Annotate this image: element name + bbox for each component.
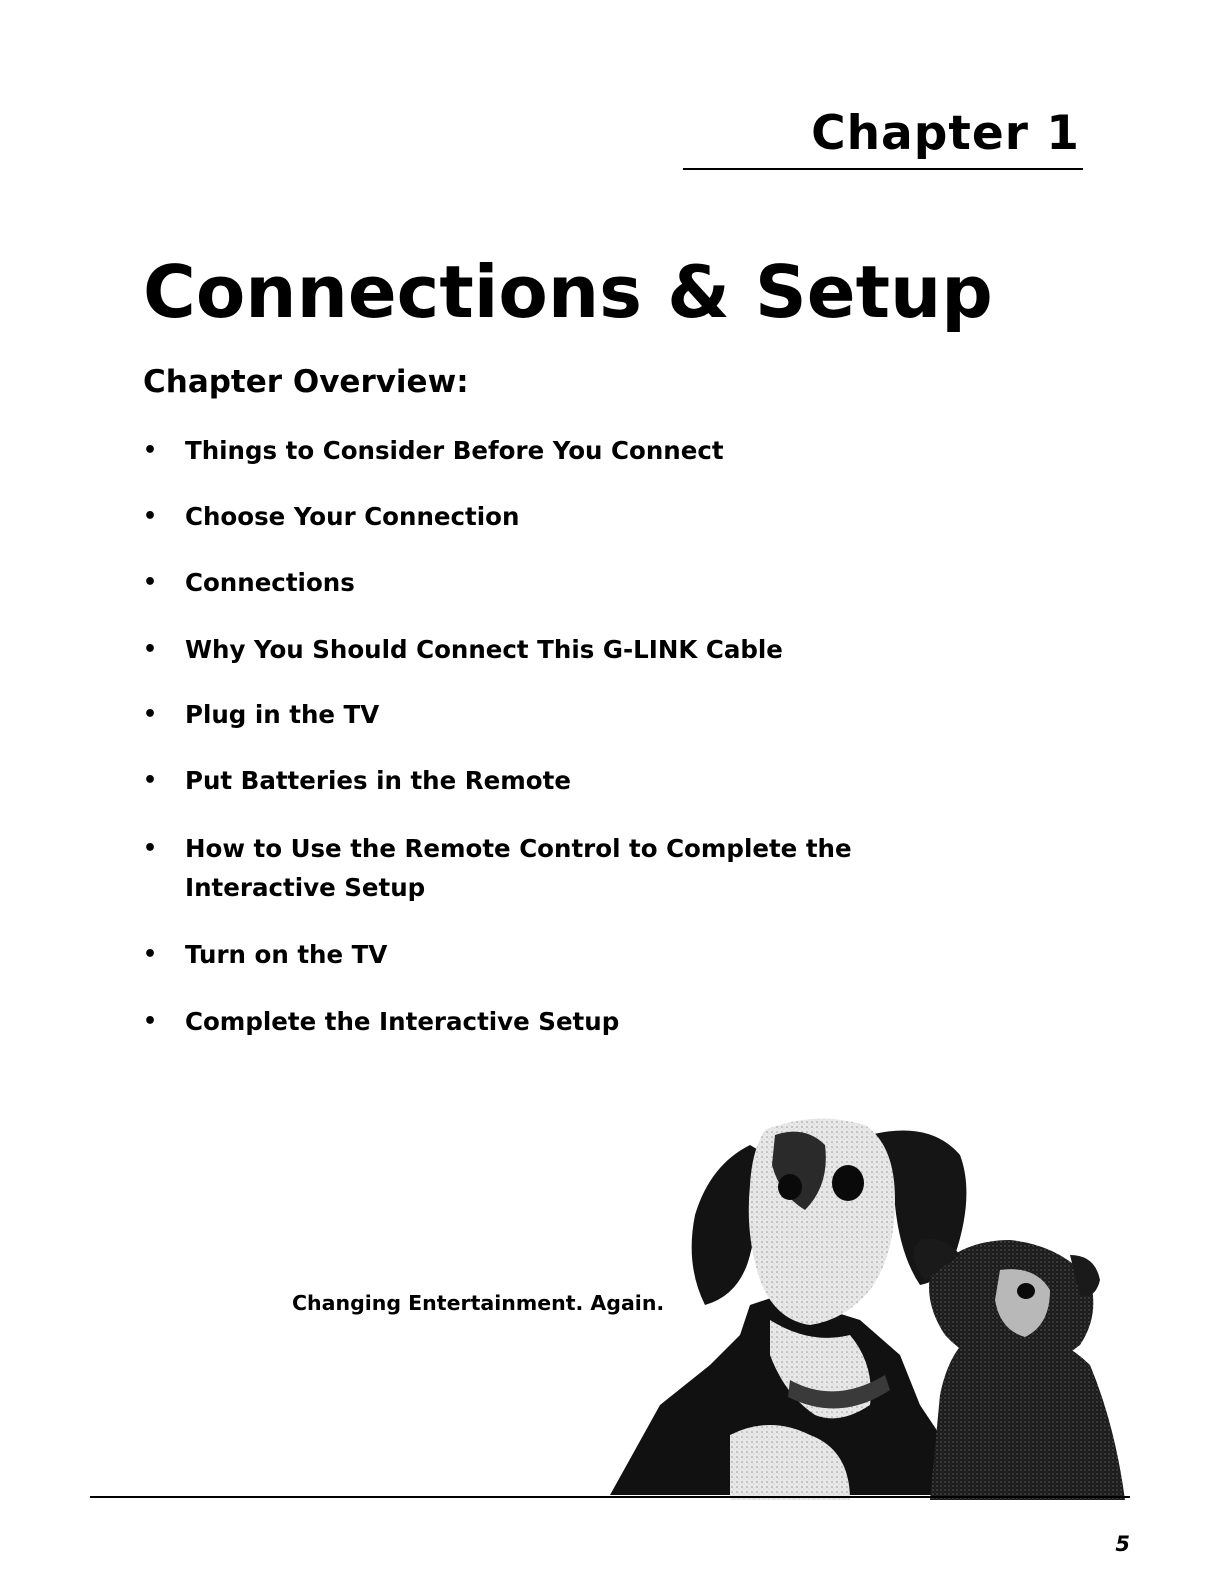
bullet-icon: • <box>143 504 158 529</box>
page-number: 5 <box>1115 1532 1130 1556</box>
bullet-icon: • <box>143 570 158 595</box>
bullet-icon: • <box>143 942 158 967</box>
list-item-text: Put Batteries in the Remote <box>185 766 571 795</box>
chapter-label: Chapter 1 <box>811 106 1080 161</box>
bullet-icon: • <box>143 768 158 793</box>
list-item-text: Things to Consider Before You Connect <box>185 436 724 465</box>
list-item-text: Plug in the TV <box>185 700 380 729</box>
overview-heading: Chapter Overview: <box>143 364 469 400</box>
footer-rule <box>90 1496 1130 1498</box>
page-title: Connections & Setup <box>143 250 993 334</box>
tagline: Changing Entertainment. Again. <box>292 1291 665 1315</box>
bullet-icon: • <box>143 1009 158 1034</box>
list-item-text: How to Use the Remote Control to Complete the <box>185 834 852 863</box>
bullet-icon: • <box>143 438 158 463</box>
list-item-text: Choose Your Connection <box>185 502 520 531</box>
bullet-icon: • <box>143 702 158 727</box>
bullet-icon: • <box>143 836 158 861</box>
list-item-text: Why You Should Connect This G-LINK Cable <box>185 635 783 664</box>
bullet-icon: • <box>143 637 158 662</box>
list-item-text: Complete the Interactive Setup <box>185 1007 620 1036</box>
list-item-text-continued: Interactive Setup <box>185 873 426 902</box>
dogs-photo-icon <box>600 1105 1130 1500</box>
list-item-text: Turn on the TV <box>185 940 388 969</box>
list-item-text: Connections <box>185 568 355 597</box>
chapter-rule <box>683 168 1083 170</box>
